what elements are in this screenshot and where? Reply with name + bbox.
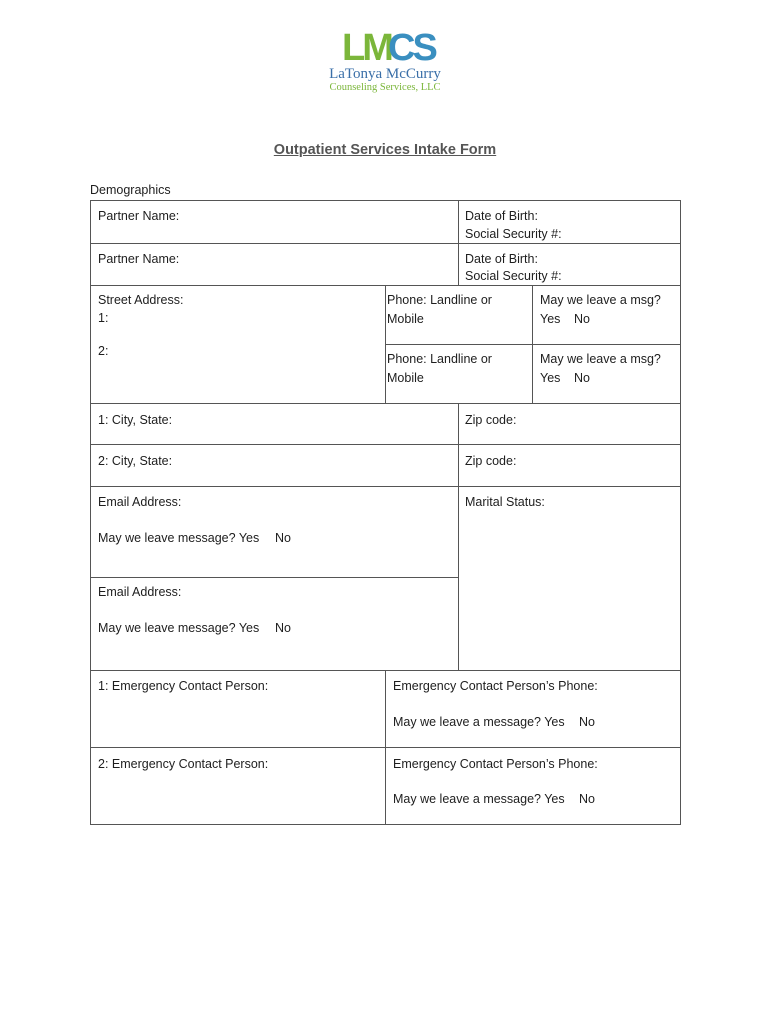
zip-code-1-label: Zip code: <box>465 413 517 427</box>
section-label: Demographics <box>90 183 171 197</box>
email-address-2-label: Email Address: <box>98 585 182 599</box>
ssn-1-label: Social Security #: <box>465 227 562 241</box>
city-state-2-label: 2: City, State: <box>98 454 173 468</box>
date-of-birth-1-label: Date of Birth: <box>465 209 538 223</box>
emergency-contact-1-no-option: No <box>579 715 595 729</box>
city-state-1-label: 1: City, State: <box>98 413 173 427</box>
lmcs-logo-icon <box>342 26 435 69</box>
phone-2-label: Phone: Landline or <box>387 352 492 366</box>
logo-company-subtitle: Counseling Services, LLC <box>329 82 441 93</box>
emergency-contact-2-leave-message-label: May we leave a message? Yes <box>393 792 565 806</box>
svg-text:LM: LM <box>342 27 391 69</box>
zip-code-2-label: Zip code: <box>465 454 517 468</box>
email-2-no-option: No <box>275 621 291 635</box>
leave-msg-2-yes: Yes <box>540 371 561 385</box>
partner-name-1-label: Partner Name: <box>98 209 180 223</box>
leave-msg-1-yes: Yes <box>540 312 561 326</box>
form-title: Outpatient Services Intake Form <box>273 142 497 158</box>
leave-msg-2-label: May we leave a msg? <box>540 352 661 366</box>
email-1-leave-message-label: May we leave message? Yes <box>98 531 260 545</box>
street-address-1-label: 1: <box>98 311 109 325</box>
email-1-no-option: No <box>275 531 291 545</box>
phone-1-mobile-label: Mobile <box>387 312 424 326</box>
company-logo <box>0 26 770 94</box>
emergency-contact-1-label: 1: Emergency Contact Person: <box>98 679 269 693</box>
svg-text:CS: CS <box>388 27 435 69</box>
emergency-contact-2-label: 2: Emergency Contact Person: <box>98 757 269 771</box>
email-2-leave-message-label: May we leave message? Yes <box>98 621 260 635</box>
phone-1-label: Phone: Landline or <box>387 293 492 307</box>
ssn-2-label: Social Security #: <box>465 269 562 283</box>
emergency-contact-1-leave-message-label: May we leave a message? Yes <box>393 715 565 729</box>
phone-2-mobile-label: Mobile <box>387 371 424 385</box>
leave-msg-1-no: No <box>574 312 590 326</box>
street-address-label: Street Address: <box>98 293 184 307</box>
marital-status-label: Marital Status: <box>465 495 545 509</box>
emergency-contact-1-phone-label: Emergency Contact Person’s Phone: <box>393 679 598 693</box>
leave-msg-2-no: No <box>574 371 590 385</box>
leave-msg-1-label: May we leave a msg? <box>540 293 661 307</box>
emergency-contact-2-no-option: No <box>579 792 595 806</box>
email-address-1-label: Email Address: <box>98 495 182 509</box>
street-address-2-label: 2: <box>98 344 109 358</box>
emergency-contact-2-phone-label: Emergency Contact Person’s Phone: <box>393 757 598 771</box>
date-of-birth-2-label: Date of Birth: <box>465 252 538 266</box>
logo-company-name: LaTonya McCurry <box>329 66 441 82</box>
partner-name-2-label: Partner Name: <box>98 252 180 266</box>
